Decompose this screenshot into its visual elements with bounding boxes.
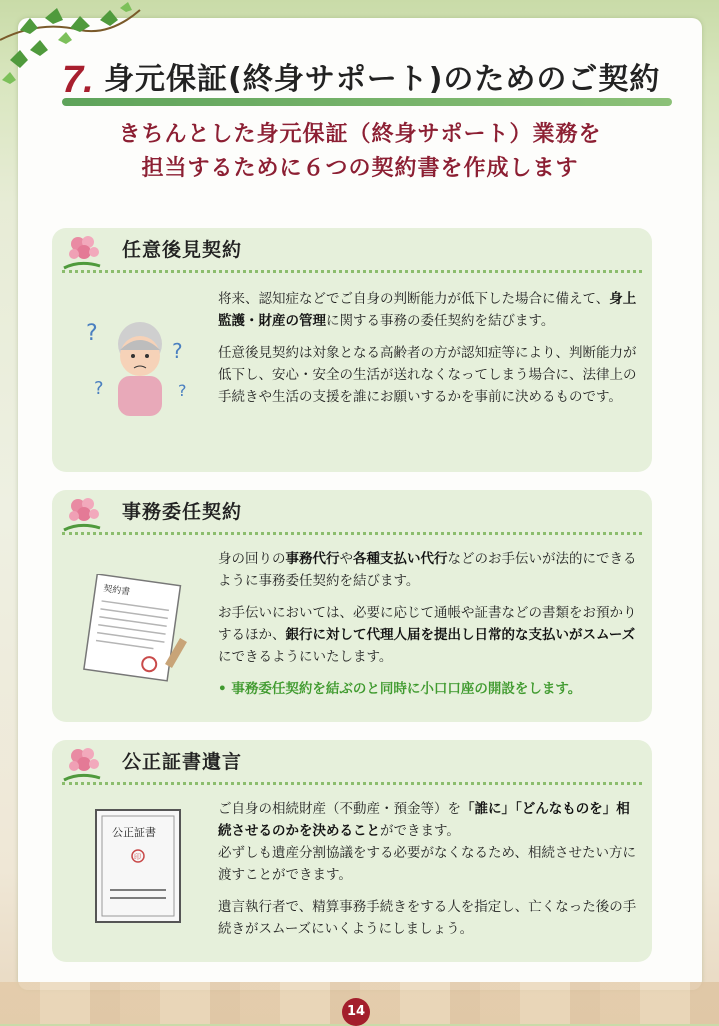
page-title xyxy=(62,58,682,108)
bold-text: 身上監護・財産の管理 xyxy=(218,291,637,329)
section-paragraph xyxy=(218,798,638,886)
section-paragraph xyxy=(218,602,638,668)
seal-label: 印 xyxy=(134,853,141,861)
section-paragraph xyxy=(218,288,638,332)
contract-document-icon xyxy=(76,574,204,684)
section-card-nini-kouken xyxy=(52,228,652,472)
svg-text:?: ? xyxy=(86,321,98,346)
subtitle xyxy=(40,118,680,186)
text-span: ができます。 xyxy=(380,823,460,839)
flower-icon xyxy=(60,492,106,536)
title-text: 身元保証(終身サポート)のためのご契約 xyxy=(104,62,661,97)
text-span: ご自身の相続財産（不動産・預金等）を xyxy=(218,801,461,817)
section-header xyxy=(52,490,652,534)
contract-label: 契約書 xyxy=(102,584,131,598)
worried-elderly-woman-icon xyxy=(80,310,200,420)
svg-text:?: ? xyxy=(94,378,104,399)
flower-icon xyxy=(60,230,106,274)
section-body xyxy=(218,548,638,710)
section-title: 事務委任契約 xyxy=(122,501,243,523)
section-header xyxy=(52,740,652,784)
text-span: や xyxy=(339,551,353,567)
flower-icon xyxy=(60,742,106,786)
section-title: 公正証書遺言 xyxy=(122,751,243,773)
section-note: • 事務委任契約を結ぶのと同時に小口口座の開設をします。 xyxy=(218,681,582,697)
section-paragraph: 任意後見契約は対象となる高齢者の方が認知症等により、判断能力が低下し、安心・安全の生活が送れなくなってしまう場合に、法律上の手続きや生活の支援を誰にお願いするかを事前に決めるものです。 xyxy=(218,345,637,405)
bold-text: 銀行に対して代理人届を提出し日常的な支払いがスムーズ xyxy=(285,627,636,643)
section-paragraph xyxy=(218,548,638,592)
text-span: 身の回りの xyxy=(218,551,286,567)
section-card-kousei-shousho xyxy=(52,740,652,962)
subtitle-line-1: きちんとした身元保証（終身サポート）業務を xyxy=(118,122,602,147)
bold-text: 「誰に」「どんなものを」相続させるのかを決めること xyxy=(218,801,630,839)
section-body xyxy=(218,798,638,950)
section-body xyxy=(218,288,638,418)
deed-label: 公正証書 xyxy=(112,826,156,839)
section-card-jimu-inin xyxy=(52,490,652,722)
dotted-divider xyxy=(62,782,642,785)
section-paragraph: 遺言執行者で、精算事務手続きをする人を指定し、亡くなった後の手続きがスムーズにいくようにしましょう。 xyxy=(218,899,637,937)
title-number: 7. xyxy=(62,59,94,101)
text-span: お手伝いにおいては、必要に応じて通帳や証書などの書類をお預かりするほか、 xyxy=(218,605,637,643)
svg-text:?: ? xyxy=(172,339,183,363)
notarial-deed-icon xyxy=(88,804,188,928)
text-span: にできるようにいたします。 xyxy=(218,649,393,665)
page-number: 14 xyxy=(342,998,370,1026)
bold-text: 事務代行 xyxy=(285,551,340,567)
text-span: に関する事務の委任契約を結びます。 xyxy=(326,313,555,329)
section-header xyxy=(52,228,652,272)
subtitle-line-2: 担当するために６つの契約書を作成します xyxy=(141,156,579,181)
text-span: 必ずしも遺産分割協議をする必要がなくなるため、相続させたい方に渡すことができます。 xyxy=(218,845,636,883)
svg-text:?: ? xyxy=(178,381,187,400)
text-span: などのお手伝いが法的にできるように事務委任契約を結びます。 xyxy=(218,551,637,589)
text-span: 将来、認知症などでご自身の判断能力が低下した場合に備えて、 xyxy=(218,291,610,307)
bold-text: 各種支払い代行 xyxy=(353,551,448,567)
section-title: 任意後見契約 xyxy=(122,239,243,261)
dotted-divider xyxy=(62,532,642,535)
dotted-divider xyxy=(62,270,642,273)
